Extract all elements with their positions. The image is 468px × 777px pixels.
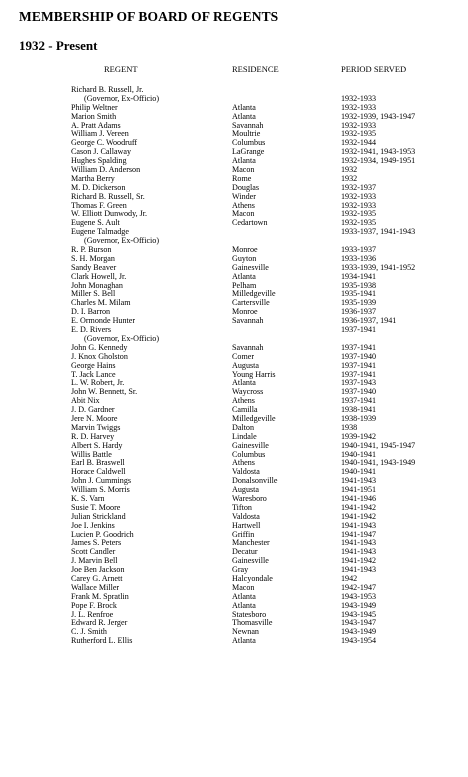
regent-name: Eugene S. Ault (71, 218, 120, 228)
regent-name: T. Jack Lance (71, 369, 116, 379)
regent-residence: Augusta (232, 485, 259, 495)
regent-residence: LaGrange (232, 147, 265, 157)
regent-name: George C. Woodruff (71, 138, 138, 148)
regent-residence: Thomasville (232, 618, 273, 628)
regent-name: Joe I. Jenkins (71, 520, 115, 530)
regent-name: James S. Peters (71, 538, 122, 548)
regent-residence: Decatur (232, 547, 258, 557)
regent-residence: Macon (232, 582, 255, 592)
regent-residence: Atlanta (232, 102, 256, 112)
regent-name: M. D. Dickerson (71, 182, 126, 192)
regent-name: Cason J. Callaway (71, 147, 132, 157)
regent-residence: Young Harris (232, 369, 276, 379)
regent-residence: Manchester (232, 538, 270, 548)
regent-residence: Valdosta (232, 467, 260, 477)
regent-period: 1934-1941 (341, 271, 377, 281)
regent-residence: Columbus (232, 449, 266, 459)
regent-name: Willis Battle (71, 449, 112, 459)
regent-residence: Atlanta (232, 156, 256, 166)
regent-residence: Cartersville (232, 298, 270, 308)
regent-name: Philip Weltner (71, 102, 118, 112)
regent-residence: Milledgeville (232, 289, 276, 299)
regent-residence: Hartwell (232, 520, 261, 530)
regent-name: Pope F. Brock (71, 600, 117, 610)
regent-period: 1943-1947 (341, 618, 377, 628)
regent-name: Marvin Twiggs (71, 422, 121, 432)
regent-residence: Savannah (232, 316, 264, 326)
page-title: MEMBERSHIP OF BOARD OF REGENTS (19, 9, 279, 24)
regent-period: 1932-1935 (341, 209, 377, 219)
column-header-residence: RESIDENCE (232, 64, 279, 74)
regent-period: 1933-1937 (341, 245, 377, 255)
regent-period: 1932-1933 (341, 200, 377, 210)
regent-name: Susie T. Moore (71, 502, 121, 512)
regent-name: Albert S. Hardy (71, 440, 123, 450)
regent-residence: Atlanta (232, 378, 256, 388)
regent-residence: Winder (232, 191, 256, 201)
regent-note: (Governor, Ex-Officio) (84, 93, 160, 103)
regent-period: 1942-1947 (341, 582, 377, 592)
regent-period: 1937-1940 (341, 387, 377, 397)
regent-name: Earl B. Braswell (71, 458, 125, 468)
table-row (0, 86, 468, 95)
regent-period: 1932-1944 (341, 138, 377, 148)
regent-period: 1940-1941 (341, 449, 377, 459)
regent-residence: Cedartown (232, 218, 268, 228)
regent-name: Marion Smith (71, 111, 117, 121)
regent-period: 1938-1939 (341, 413, 377, 423)
regent-residence: Waycross (232, 387, 264, 397)
regent-period: 1932-1933 (341, 120, 377, 130)
regent-residence: Camilla (232, 405, 258, 415)
regent-period: 1941-1951 (341, 485, 377, 495)
regent-name: S. H. Morgan (71, 253, 115, 263)
regent-period: 1932-1939, 1943-1947 (341, 111, 416, 121)
regent-period: 1937-1943 (341, 378, 377, 388)
regent-name: Frank M. Spratlin (71, 591, 129, 601)
regent-residence: Griffin (232, 529, 255, 539)
regent-name: Richard B. Russell, Sr. (71, 191, 145, 201)
regent-residence: Pelham (232, 280, 257, 290)
regent-residence: Halcyondale (232, 573, 273, 583)
regent-period: 1941-1943 (341, 538, 377, 548)
table-header (0, 64, 468, 78)
regent-name: Carey G. Arnett (71, 573, 123, 583)
regent-period: 1940-1941 (341, 467, 377, 477)
regent-period: 1932-1933 (341, 102, 377, 112)
table-row (0, 637, 468, 646)
regent-name: Miller S. Bell (71, 289, 116, 299)
regent-residence: Monroe (232, 307, 258, 317)
regent-name: R. P. Burson (71, 245, 112, 255)
regent-name: Scott Candler (71, 547, 116, 557)
regent-period: 1935-1939 (341, 298, 377, 308)
regent-residence: Guyton (232, 253, 257, 263)
column-header-regent: REGENT (104, 64, 138, 74)
regent-residence: Milledgeville (232, 413, 276, 423)
regent-residence: Rome (232, 173, 252, 183)
regent-period: 1943-1954 (341, 636, 377, 646)
regent-residence: Tifton (232, 502, 252, 512)
regent-period: 1935-1941 (341, 289, 377, 299)
regent-period: 1941-1942 (341, 511, 377, 521)
regent-period: 1938 (341, 422, 358, 432)
regent-period: 1941-1943 (341, 565, 377, 575)
regent-period: 1943-1953 (341, 591, 377, 601)
regent-residence: Savannah (232, 120, 264, 130)
regent-name: E. D. Rivers (71, 325, 112, 335)
column-header-period: PERIOD SERVED (341, 64, 407, 74)
regent-note: (Governor, Ex-Officio) (84, 236, 160, 246)
regent-period: 1932 (341, 165, 358, 175)
regent-period: 1943-1949 (341, 600, 377, 610)
table-row (0, 326, 468, 335)
regent-period: 1933-1936 (341, 253, 377, 263)
regent-name: Lucien P. Goodrich (71, 529, 134, 539)
regent-period: 1936-1937, 1941 (341, 316, 397, 326)
regent-period: 1932-1941, 1943-1953 (341, 147, 416, 157)
regent-residence: Columbus (232, 138, 266, 148)
regent-residence: Statesboro (232, 609, 267, 619)
regent-residence: Athens (232, 200, 255, 210)
regent-name: John J. Cummings (71, 476, 132, 486)
regent-residence: Atlanta (232, 271, 256, 281)
regent-residence: Gainesville (232, 262, 269, 272)
table-row (0, 228, 468, 237)
regent-period: 1932-1935 (341, 218, 377, 228)
regent-period: 1938-1941 (341, 405, 377, 415)
regent-period: 1940-1941, 1945-1947 (341, 440, 416, 450)
regent-period: 1937-1941 (341, 369, 377, 379)
regent-name: Richard B. Russell, Jr. (71, 85, 144, 94)
regent-period: 1941-1942 (341, 556, 377, 566)
regent-period: 1941-1943 (341, 547, 377, 557)
regent-period: 1940-1941, 1943-1949 (341, 458, 416, 468)
regent-name: William J. Vereen (71, 129, 129, 139)
regent-period: 1932-1937 (341, 182, 377, 192)
regent-name: Horace Caldwell (71, 467, 126, 477)
regent-residence: Augusta (232, 360, 259, 370)
regent-period: 1932-1933 (341, 93, 377, 103)
regent-residence: Moultrie (232, 129, 261, 139)
regent-residence: Macon (232, 165, 255, 175)
regent-period: 1932 (341, 173, 358, 183)
regent-period: 1937-1941 (341, 342, 377, 352)
regent-name: L. W. Robert, Jr. (71, 378, 125, 388)
regent-name: Clark Howell, Jr. (71, 271, 127, 281)
regent-period: 1935-1938 (341, 280, 377, 290)
regent-period: 1939-1942 (341, 431, 377, 441)
regent-residence: Lindale (232, 431, 257, 441)
regent-residence: Comer (232, 351, 255, 361)
regent-period: 1941-1946 (341, 493, 377, 503)
regent-name: Hughes Spalding (71, 156, 127, 166)
regent-name: John Monaghan (71, 280, 123, 290)
regent-residence: Donalsonville (232, 476, 278, 486)
regent-period: 1932-1933 (341, 191, 377, 201)
regent-residence: Atlanta (232, 600, 256, 610)
regent-residence: Macon (232, 209, 255, 219)
regent-period: 1937-1941 (341, 360, 377, 370)
regent-period: 1942 (341, 573, 358, 583)
regent-name: Martha Berry (71, 173, 115, 183)
regent-name: Julian Strickland (71, 511, 126, 521)
regent-residence: Atlanta (232, 636, 256, 646)
regent-name: Joe Ben Jackson (71, 565, 125, 575)
regent-name: K. S. Varn (71, 493, 105, 503)
regent-period: 1933-1937, 1941-1943 (341, 227, 416, 237)
regent-name: C. J. Smith (71, 627, 107, 637)
regent-residence: Gainesville (232, 556, 269, 566)
regent-period: 1937-1941 (341, 396, 377, 406)
regent-period: 1941-1943 (341, 476, 377, 486)
regent-residence: Gray (232, 565, 249, 575)
regent-name: Edward R. Jerger (71, 618, 128, 628)
regent-period: 1941-1947 (341, 529, 377, 539)
regent-name: Wallace Miller (71, 582, 120, 592)
regent-name: Thomas F. Green (71, 200, 127, 210)
regent-residence: Savannah (232, 342, 264, 352)
regent-name: J. D. Gardner (71, 405, 115, 415)
regent-period: 1941-1942 (341, 502, 377, 512)
regent-name: William S. Morris (71, 485, 130, 495)
page-subtitle: 1932 - Present (19, 38, 98, 53)
regent-period: 1943-1949 (341, 627, 377, 637)
regent-residence: Gainesville (232, 440, 269, 450)
regent-name: Jere N. Moore (71, 413, 118, 423)
regent-residence: Atlanta (232, 111, 256, 121)
regent-period: 1933-1939, 1941-1952 (341, 262, 416, 272)
regent-period: 1936-1937 (341, 307, 377, 317)
regent-residence: Douglas (232, 182, 259, 192)
regent-residence: Athens (232, 458, 255, 468)
regent-period: 1932-1934, 1949-1951 (341, 156, 416, 166)
regent-name: J. L. Renfroe (71, 609, 114, 619)
regent-name: Rutherford L. Ellis (71, 636, 133, 646)
regent-name: J. Knox Gholston (71, 351, 128, 361)
regent-period: 1932-1935 (341, 129, 377, 139)
regent-name: R. D. Harvey (71, 431, 115, 441)
regent-name: A. Pratt Adams (71, 120, 121, 130)
regent-name: Sandy Beaver (71, 262, 117, 272)
regent-name: Charles M. Milam (71, 298, 131, 308)
regent-period: 1941-1943 (341, 520, 377, 530)
regent-name: George Hains (71, 360, 116, 370)
regent-residence: Newnan (232, 627, 259, 637)
regent-period: 1937-1940 (341, 351, 377, 361)
regent-name: John G. Kennedy (71, 342, 128, 352)
regent-residence: Valdosta (232, 511, 260, 521)
regent-residence: Waresboro (232, 493, 267, 503)
regent-name: Eugene Talmadge (71, 227, 129, 237)
regent-name: J. Marvin Bell (71, 556, 118, 566)
regent-name: John W. Bennett, Sr. (71, 387, 138, 397)
regent-period: 1943-1945 (341, 609, 377, 619)
regent-period: 1937-1941 (341, 325, 377, 335)
regents-table-body (0, 86, 468, 646)
regent-name: William D. Anderson (71, 165, 141, 175)
regent-name: E. Ormonde Hunter (71, 316, 136, 326)
regent-note: (Governor, Ex-Officio) (84, 333, 160, 343)
regent-residence: Atlanta (232, 591, 256, 601)
regent-residence: Monroe (232, 245, 258, 255)
regent-name: Abit Nix (71, 396, 100, 406)
regent-name: W. Elliott Dunwody, Jr. (71, 209, 148, 219)
regent-name: D. I. Barron (71, 307, 111, 317)
regent-residence: Dalton (232, 422, 255, 432)
regent-residence: Athens (232, 396, 255, 406)
